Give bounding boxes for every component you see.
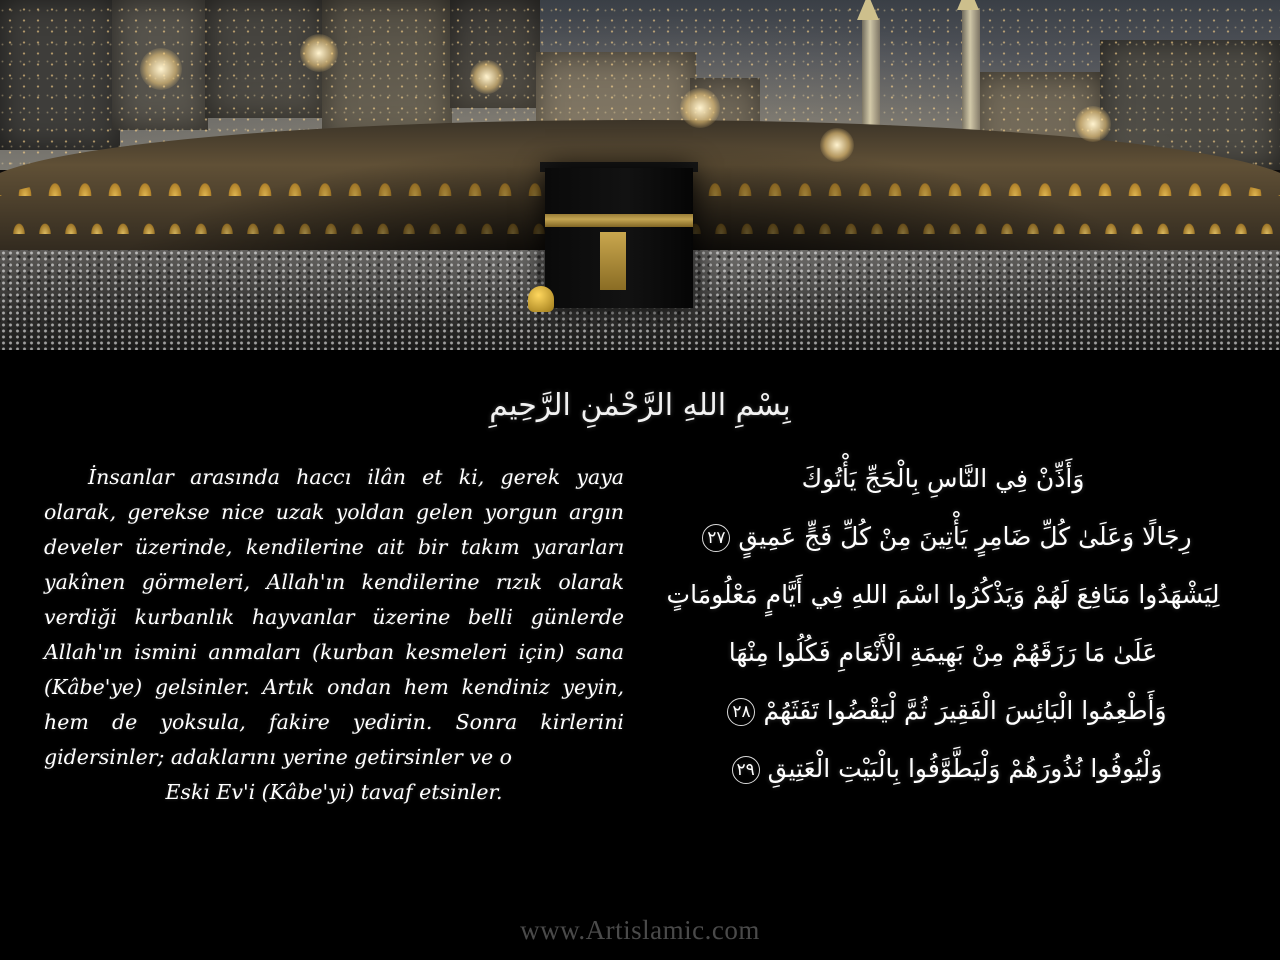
kaaba-kiswah-band [545, 214, 693, 227]
turkish-body: İnsanlar arasında haccı ilân et ki, gerek yaya olarak, gerekse nice uzak yoldan gelen yorgun argın develer üzerinde, kendilerine ait bir takım yararları yakînen görmeleri, Allah'ın kendilerine rızık olarak verdiği kurbanlık hayvanlar üzerine belli günlerde Allah'ın ismini anmaları (kurban kesmeleri için) sana (Kâbe'ye) gelsinler. Artık ondan hem kendiniz yeyin, hem de yoksula, fakire yedirin. Sonra kirlerini gidersinler; adaklarını yerine getirsinler ve o [44, 465, 624, 769]
verse-panel [0, 350, 1280, 960]
ayah-marker-27: ٢٧ [702, 524, 730, 552]
floodlight-icon [820, 128, 854, 162]
floodlight-icon [470, 60, 504, 94]
turkish-last-line: Eski Ev'i (Kâbe'yi) tavaf etsinler. [165, 780, 503, 804]
floodlight-icon [140, 48, 182, 90]
arabic-line-with-ayah-marker [648, 740, 1238, 798]
arabic-line: وَلْيُوفُوا نُذُورَهُمْ وَلْيَطَّوَّفُوا بِالْبَيْتِ الْعَتِيقِ [767, 754, 1163, 783]
arabic-line: وَأَطْعِمُوا الْبَائِسَ الْفَقِيرَ ثُمَّ لْيَقْضُوا تَفَثَهُمْ [763, 696, 1167, 725]
site-watermark: www.Artislamic.com [520, 915, 760, 945]
arabic-line-with-ayah-marker [648, 508, 1238, 566]
floodlight-icon [1075, 106, 1111, 142]
arabic-line: لِيَشْهَدُوا مَنَافِعَ لَهُمْ وَيَذْكُرُوا اسْمَ اللهِ فِي أَيَّامٍ مَعْلُومَاتٍ [666, 580, 1220, 609]
kaaba-door [600, 232, 626, 290]
floodlight-icon [680, 88, 720, 128]
arabic-line: عَلَىٰ مَا رَزَقَهُمْ مِنْ بَهِيمَةِ الْأَنْعَامِ فَكُلُوا مِنْهَا [728, 638, 1158, 667]
maqam-ibrahim [528, 286, 554, 312]
turkish-translation [44, 460, 624, 810]
ayah-marker-29: ٢٩ [732, 756, 760, 784]
arabic-line-with-ayah-marker [648, 682, 1238, 740]
floodlight-icon [300, 34, 338, 72]
ayah-marker-28: ٢٨ [727, 698, 755, 726]
arabic-line: رِجَالًا وَعَلَىٰ كُلِّ ضَامِرٍ يَأْتِينَ مِنْ كُلِّ فَجٍّ عَمِيقٍ [738, 522, 1192, 551]
arabic-verses [648, 450, 1238, 798]
kaaba-photograph [0, 0, 1280, 350]
arabic-line: وَأَذِّنْ فِي النَّاسِ بِالْحَجِّ يَأْتُوكَ [801, 464, 1085, 493]
basmala-text: بِسْمِ اللهِ الرَّحْمٰنِ الرَّحِيمِ [489, 388, 791, 423]
